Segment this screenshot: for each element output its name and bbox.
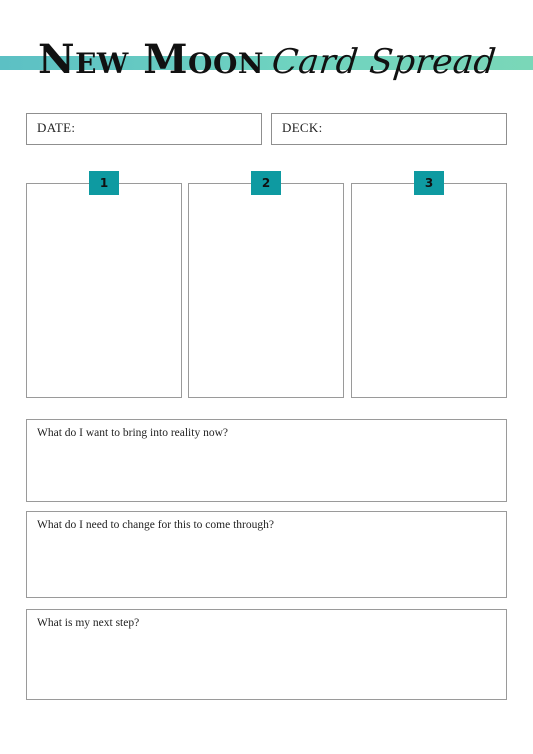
question-box-2[interactable] (26, 511, 507, 598)
card-slot-3[interactable] (351, 183, 507, 398)
question-label-3: What is my next step? (37, 617, 140, 629)
date-label: DATE: (37, 120, 76, 135)
deck-label: DECK: (282, 120, 323, 135)
question-label-2: What do I need to change for this to come through? (37, 519, 274, 531)
page-title (38, 30, 499, 90)
card-slot-1[interactable] (26, 183, 182, 398)
page-title-script: Card Spread (269, 42, 499, 82)
card-number-badge-3: 3 (414, 171, 444, 195)
question-box-3[interactable] (26, 609, 507, 700)
card-number-badge-1: 1 (89, 171, 119, 195)
question-label-1: What do I want to bring into reality now? (37, 427, 228, 439)
card-number-badge-2: 2 (251, 171, 281, 195)
date-field[interactable] (26, 113, 262, 145)
question-box-1[interactable] (26, 419, 507, 502)
page-title-main: New Moon (38, 36, 264, 83)
deck-field[interactable] (271, 113, 507, 145)
card-slot-2[interactable] (188, 183, 344, 398)
